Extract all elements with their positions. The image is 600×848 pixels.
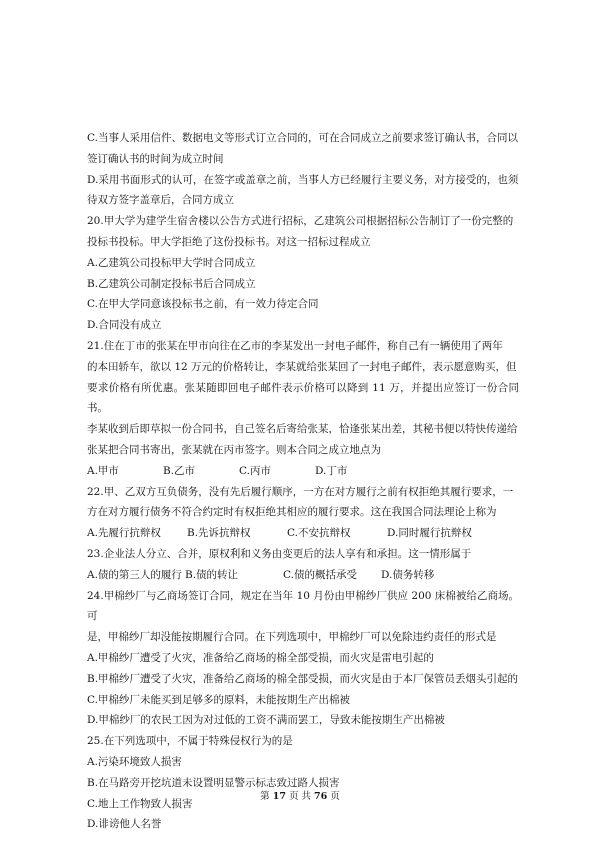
question-25-option-c: C.地上工作物致人损害 — [87, 797, 193, 810]
question-23-option-c: C.债的概括承受 — [283, 568, 357, 581]
text-line: 待双方签字盖章后，合同方成立 — [87, 194, 234, 207]
question-25-option-b: B.在马路旁开挖坑道未设置明显警示标志致过路人损害 — [87, 776, 340, 789]
footer-prefix: 第 — [260, 791, 270, 802]
question-20-option-c: C.在甲大学同意该投标书之前，有一效力待定合同 — [87, 298, 319, 311]
question-24-stem: 24.甲棉纱厂与乙商场签订合同，规定在当年 10 月份由甲棉纱厂供应 200 床棉被给乙商场。可 — [87, 589, 519, 623]
question-22-stem: 22.甲、乙双方互负债务，没有先后履行顺序，一方在对方履行之前有权拒绝其履行要求，一 — [87, 485, 514, 498]
question-20-option-d: D.合同没有成立 — [87, 319, 162, 332]
footer-total-pages: 76 — [314, 791, 328, 802]
page-content — [87, 128, 519, 835]
question-22-option-b: B.先诉抗辩权 — [187, 527, 251, 540]
question-21-option-a: A.甲市 — [87, 464, 119, 477]
question-21-stem: 的本田轿车，欲以 12 万元的价格转让，李某就给张某回了一封电子邮件，表示愿意购买，但 — [87, 360, 517, 373]
text-line: C.当事人采用信件、数据电文等形式订立合同的，可在合同成立之前要求签订确认书，合同以 — [87, 132, 518, 144]
question-23-option-b: B.债的转让 — [185, 568, 239, 581]
question-22-options — [87, 523, 519, 544]
question-23-option-d: D.债务转移 — [381, 568, 435, 581]
question-24-option-a: A.甲棉纱厂遭受了火灾，准备给乙商场的棉全部受损，而火灾是雷电引起的 — [87, 651, 434, 664]
footer-suffix: 页 — [330, 791, 340, 802]
question-21-stem: 张某把合同书寄出，张某就在丙市签字。则本合同之成立地点为 — [87, 443, 381, 456]
question-24-option-c: C.甲棉纱厂未能买到足够多的原料，未能按期生产出棉被 — [87, 693, 350, 706]
question-21-option-b: B.乙市 — [163, 464, 196, 477]
footer-middle: 页 共 — [288, 791, 312, 802]
question-25-stem: 25.在下列选项中，不属于特殊侵权行为的是 — [87, 735, 293, 748]
question-21-stem: 李某收到后即草拟一份合同书，自己签名后寄给张某，恰逢张某出差，其秘书便以特快传递给 — [87, 423, 518, 436]
question-20-stem: 投标书投标。甲大学拒绝了这份投标书。对这一招标过程成立 — [87, 235, 371, 248]
question-20-option-b: B.乙建筑公司制定投标书后合同成立 — [87, 277, 256, 290]
question-20-stem: 20.甲大学为建学生宿舍楼以公告方式进行招标，乙建筑公司根据招标公告制订了一份完整的 — [87, 215, 514, 228]
question-22-stem: 方在对方履行债务不符合约定时有权拒绝其相应的履行要求。这在我国合同法理论上称为 — [87, 506, 497, 519]
question-21-option-c: C.丙市 — [239, 464, 271, 477]
question-22-option-c: C.不安抗辩权 — [287, 527, 351, 540]
question-22-option-a: A.先履行抗辩权 — [87, 527, 161, 540]
question-23-stem: 23.企业法人分立、合并，原权利和义务由变更后的法人享有和承担。这一情形属于 — [87, 547, 472, 560]
question-22-option-d: D.同时履行抗辩权 — [387, 527, 472, 540]
question-21-options — [87, 461, 519, 482]
page-footer — [0, 788, 600, 802]
footer-page-number: 17 — [272, 791, 286, 802]
question-24-stem: 是，甲棉纱厂却没能按期履行合同。在下列选项中，甲棉纱厂可以免除违约责任的形式是 — [87, 631, 497, 644]
question-21-option-d: D.丁市 — [315, 464, 348, 477]
question-24-option-d: D.甲棉纱厂的农民工因为对过低的工资不满而罢工，导致未能按期生产出棉被 — [87, 714, 445, 727]
question-21-stem: 21.住在丁市的张某在甲市向往在乙市的李某发出一封电子邮件，称自己有一辆使用了两年 — [87, 339, 503, 352]
question-23-options — [87, 565, 519, 586]
text-line: 签订确认书的时间为成立时间 — [87, 152, 224, 165]
question-21-stem: 要求价格有所优惠。张某随即回电子邮件表示价格可以降到 11 万，并提出应签订一份合同书。 — [87, 381, 519, 415]
question-24-option-b: B.甲棉纱厂遭受了火灾，准备给乙商场的棉全部受损，而火灾是由于本厂保管员丢烟头引起的 — [87, 672, 519, 685]
question-25-option-d: D.诽谤他人名誉 — [87, 818, 162, 831]
question-20-option-a: A.乙建筑公司投标甲大学时合同成立 — [87, 256, 256, 269]
text-line: D.采用书面形式的认可，在签字或盖章之前，当事人方已经履行主要义务，对方接受的，也须 — [87, 173, 519, 186]
question-25-option-a: A.污染环境致人损害 — [87, 755, 182, 768]
question-23-option-a: A.债的第三人的履行 — [87, 568, 182, 581]
